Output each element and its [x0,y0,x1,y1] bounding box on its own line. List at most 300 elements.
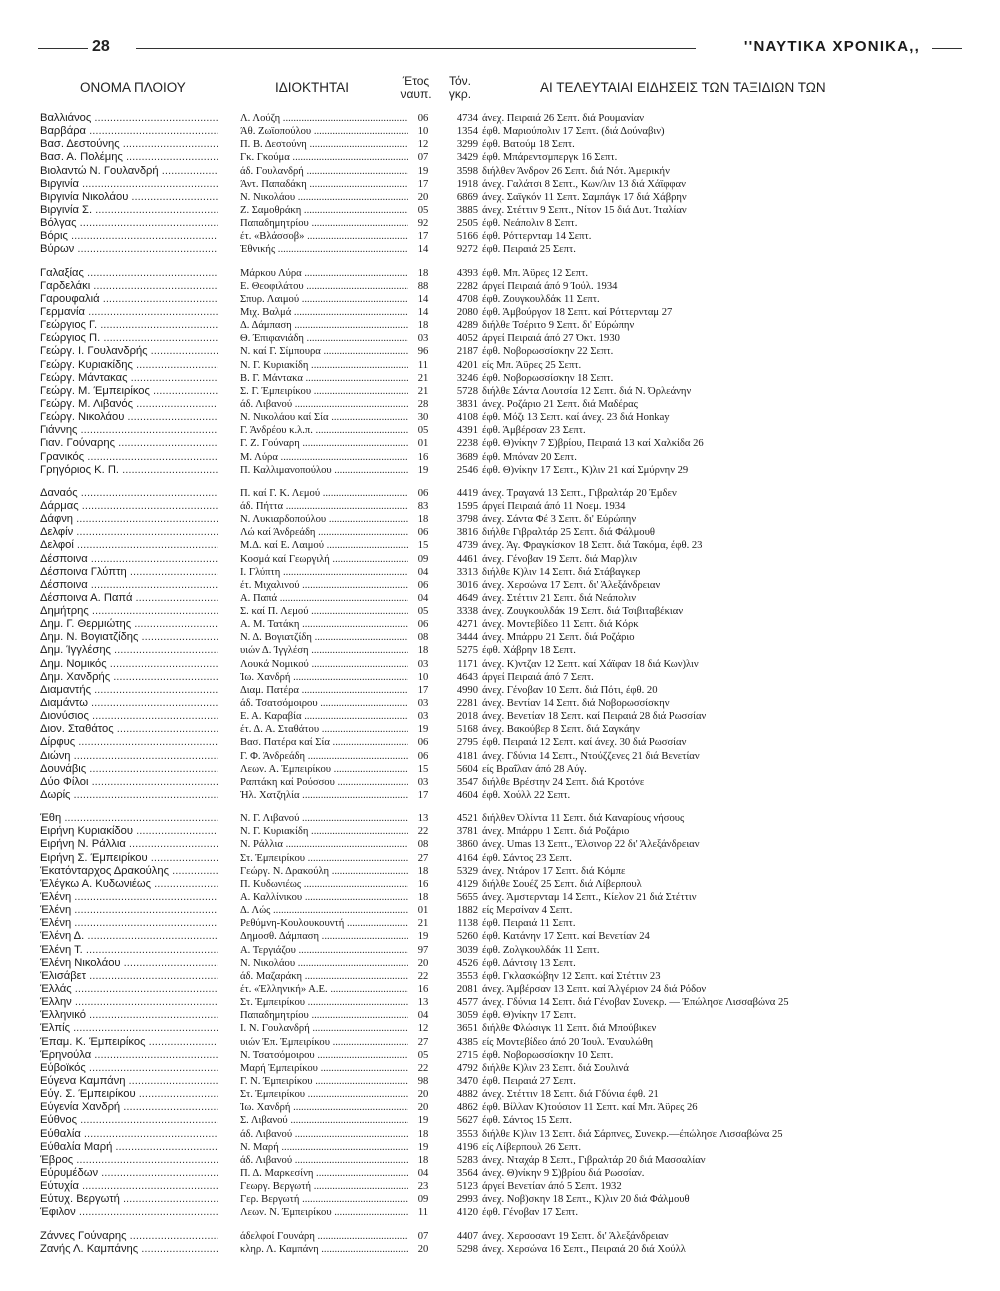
gross-tons: 6869 [456,191,478,203]
ship-name: Έλλην ..... [40,996,218,1009]
column-header-news: ΑΙ ΤΕΛΕΥΤΑΙΑΙ ΕΙΔΗΣΕΙΣ ΤΩΝ ΤΑΞΙΔΙΩΝ ΤΩΝ [540,80,826,95]
ship-name: Δέσποινα Α. Παπά ..... [40,592,218,605]
table-row [40,1075,980,1088]
ship-name: Γεώργ. Νικολάου ..... [40,411,218,424]
build-year: 06 [417,737,429,749]
ship-name: Δέσποινα Γλύπτη ..... [40,566,218,579]
table-row [40,710,980,723]
table-row [40,671,980,684]
gross-tons: 9272 [456,244,478,256]
ship-owner: έτ. «Βλάσσοβ» ..... [240,230,408,243]
build-year: 05 [417,1049,429,1061]
table-row [40,592,980,605]
ship-owner: Στ. Έμπειρίκου ..... [240,996,408,1009]
gross-tons: 4196 [456,1141,478,1153]
ship-name: Δημ. Νομικός ..... [40,658,218,671]
table-row [40,1128,980,1141]
table-row [40,658,980,671]
build-year: 03 [417,333,429,345]
voyage-news: διήλθε Γιβραλτάρ 25 Σεπτ. διά Φάλμουθ [482,527,655,539]
gross-tons: 5298 [456,1243,478,1255]
build-year: 92 [417,218,429,230]
gross-tons: 4407 [456,1230,478,1242]
build-year: 06 [417,579,429,591]
table-row [40,930,980,943]
ship-owner: Ραπτάκη καί Ρούσσου ..... [240,776,408,789]
ship-owner: Λ. Λούζη ..... [240,112,408,125]
journal-title: ''ΝΑΥΤΙΚΑ ΧΡΟΝΙΚΑ,, [740,38,924,55]
ship-owner: Γερ. Βεργωτή ..... [240,1193,408,1206]
table-row [40,267,980,280]
gross-tons: 3564 [456,1167,478,1179]
ship-owner: Β. Γ. Μάντακα ..... [240,372,408,385]
gross-tons: 4577 [456,997,478,1009]
table-row [40,125,980,138]
ship-owner: Ν. καί Γ. Σίμπουρα ..... [240,345,408,358]
ship-name: Γρανικός ..... [40,451,218,464]
header-rule [136,48,696,49]
build-year: 06 [417,487,429,499]
table-row [40,566,980,579]
gross-tons: 2081 [456,984,478,995]
ship-name: Βύρων ..... [40,243,218,256]
ship-table [40,112,980,1266]
table-row [40,1114,980,1127]
gross-tons: 4271 [456,619,478,631]
ship-owner: Σ. καί Π. Λεμού ..... [240,605,408,618]
gross-tons: 4120 [456,1207,478,1219]
build-year: 12 [417,1023,429,1035]
table-row [40,736,980,749]
voyage-news: έφθ. Θ)νίκην 17 Σεπτ. [482,1010,577,1022]
voyage-news: διήλθε Φλώσιγκ 11 Σεπτ. διά Μπούβικεν [482,1023,657,1035]
table-row [40,1062,980,1075]
ship-name: Εύγ. Σ. Έμπειρίκου ..... [40,1088,218,1101]
voyage-news: άνεχ. Άμβέρσαν 13 Σεπτ. καί Άλγέριον 24 διά Ρόδον [482,984,707,995]
ship-name: Ζανής Λ. Καμπάνης ..... [40,1243,218,1256]
ship-name: Γεώργ. Μ. Λιβανός ..... [40,398,218,411]
ship-name: Έφιλον ..... [40,1206,218,1219]
voyage-news: έφθ. Κατάνην 17 Σεπτ. καί Βενετίαν 24 [482,931,650,943]
ship-owner: Γεώργ. Ν. Δρακούλη ..... [240,865,408,878]
ship-owner: Δ. Λώς ..... [240,904,408,917]
voyage-news: άνεχ. Ροζάριο 21 Σεπτ. διά Μαδέρας [482,398,638,410]
ship-owner: Γκ. Γκούμα ..... [240,151,408,164]
build-year: 11 [417,1207,429,1219]
ship-owner: Α. Μ. Τατάκη ..... [240,618,408,631]
tons-sublabel: γκρ. [448,87,472,101]
build-year: 19 [417,724,429,736]
voyage-news: έφθ. Νοβορωσσίσκην 10 Σεπτ. [482,1049,614,1061]
ship-name: Έλέγκω Α. Κυδωνιέως ..... [40,878,218,891]
ship-name: Δέσποινα ..... [40,553,218,566]
build-year: 18 [417,1128,429,1140]
ship-name: Δημ. Χανδρής ..... [40,671,218,684]
ship-name: Έκατόνταρχος Δρακούλης ..... [40,865,218,878]
build-year: 21 [417,372,429,384]
table-row [40,631,980,644]
gross-tons: 5604 [456,763,478,775]
voyage-news: έφθ. Χάβρην 18 Σεπτ. [482,645,576,657]
build-year: 27 [417,852,429,864]
gross-tons: 3059 [456,1010,478,1022]
build-year: 04 [417,1010,429,1022]
table-row [40,852,980,865]
build-year: 04 [417,566,429,578]
table-row [40,539,980,552]
table-row [40,178,980,191]
ship-owner: υιών Έπ. Έμπειρίκου ..... [240,1036,408,1049]
gross-tons: 5166 [456,231,478,243]
ship-name: Εύτυχ. Βεργωτή ..... [40,1193,218,1206]
gross-tons: 5260 [456,931,478,943]
column-header-name: ΟΝΟΜΑ ΠΛΟΙΟΥ [80,80,186,95]
build-year: 20 [417,957,429,969]
ship-owner: Ν. Δ. Βογιατζίδη ..... [240,631,408,644]
ship-owner: Ε. Α. Καραβία ..... [240,710,408,723]
ship-owner: έτ. Μιχαλινού ..... [240,579,408,592]
gross-tons: 1138 [457,918,478,930]
ship-name: Γεώργιος Π. ..... [40,332,218,345]
ship-owner: Ίω. Χανδρή ..... [240,671,408,684]
build-year: 11 [417,359,429,371]
table-row [40,243,980,256]
gross-tons: 4604 [456,790,478,802]
voyage-news: έφθ. Πειραιά 11 Σεπτ. [482,918,576,930]
table-row [40,1022,980,1035]
table-row [40,618,980,631]
voyage-news: έφθ. Μαριούπολιν 17 Σεπτ. (διά Δούναβιν) [482,126,665,138]
voyage-news: άνεχ. Τραγανά 13 Σεπτ., Γιβραλτάρ 20 Έμδεν [482,487,677,499]
build-year: 06 [417,750,429,762]
build-year: 01 [417,905,429,917]
voyage-news: άργεί Πειραιά άπό 27 Όκτ. 1930 [482,333,620,345]
ship-owner: άδ. Γουλανδρή ..... [240,165,408,178]
gross-tons: 4461 [456,553,478,565]
build-year: 19 [417,1115,429,1127]
ship-name: Έλληνικό ..... [40,1009,218,1022]
gross-tons: 3860 [456,839,478,851]
gross-tons: 5283 [456,1154,478,1166]
gross-tons: 4201 [456,359,478,371]
build-year: 05 [417,204,429,216]
gross-tons: 3016 [456,579,478,591]
voyage-news: είς Μπ. Άϋρες 25 Σεπτ. [482,359,582,371]
voyage-news: έφθ. Νοβορωσσίσκην 18 Σεπτ. [482,372,614,384]
build-year: 15 [417,540,429,552]
build-year: 97 [417,944,429,956]
table-row [40,1243,980,1256]
ship-name: Διαμαντής ..... [40,684,218,697]
table-row [40,957,980,970]
table-row [40,385,980,398]
ship-owner: Ν. Γ. Λιβανού ..... [240,812,408,825]
build-year: 04 [417,1167,429,1179]
ship-name: Δελφίν ..... [40,526,218,539]
ship-name: Γαλαξίας ..... [40,267,218,280]
ship-owner: Παπαδημητρίου ..... [240,217,408,230]
ship-owner: Α. Παπά ..... [240,592,408,605]
voyage-news: έφθ. Ζουγκουλδάκ 11 Σεπτ. [482,293,600,305]
voyage-news: έφθ. Θ)νίκην 7 Σ)βρίου, Πειραιά 13 καί Χαλκίδα 26 [482,438,704,450]
gross-tons: 5329 [456,865,478,877]
ship-name: Έπαμ. Κ. Έμπειρίκος ..... [40,1036,218,1049]
table-row [40,332,980,345]
ship-owner: Μιχ. Βαλμά ..... [240,306,408,319]
voyage-news: έφθ. Γκλασκώβην 12 Σεπτ. καί Στέττιν 23 [482,970,661,982]
ship-owner: Παπαδημητρίου ..... [240,1009,408,1022]
gross-tons: 4734 [456,113,478,124]
voyage-news: άνεχ. Χερσώνα 16 Σεπτ., Πειραιά 20 διά Χούλλ [482,1243,686,1255]
ship-name: Δουνάβις ..... [40,763,218,776]
voyage-news: άνεχ. Βενετίαν 18 Σεπτ. καί Πειραιά 28 διά Ρωσσίαν [482,711,707,723]
ship-owner: Ίω. Χανδρή ..... [240,1101,408,1114]
build-year: 20 [417,1102,429,1114]
ship-name: Έλλάς ..... [40,983,218,996]
build-year: 20 [417,1089,429,1101]
ship-owner: Ν. Μαρή ..... [240,1141,408,1154]
ship-name: Βιργινία Σ. ..... [40,204,218,217]
voyage-news: διήλθε Τσέριτο 9 Σεπτ. δι' Εύρώπην [482,320,635,332]
build-year: 18 [417,645,429,657]
voyage-news: διήλθε Κ)λιν 13 Σεπτ. διά Σάρπνες, Συνεκρ.—έπώλησε Λισσαβώνα 25 [482,1128,783,1140]
table-row [40,1141,980,1154]
ship-owner: Ν. Ράλλια ..... [240,838,408,851]
ship-name: Ζάννες Γούναρης ..... [40,1230,218,1243]
ship-name: Εύβοϊκός ..... [40,1062,218,1075]
build-year: 03 [417,698,429,710]
voyage-news: άνεχ. Σαϊγκόν 11 Σεπτ. Σαμπάγκ 17 διά Χάβρην [482,191,687,203]
gross-tons: 3429 [456,152,478,164]
voyage-news: διήλθε Σάντα Λουτσία 12 Σεπτ. διά Ν. Όρλεάνην [482,385,692,397]
gross-tons: 4882 [456,1089,478,1101]
ship-owner: άδ. Μαζαράκη ..... [240,970,408,983]
build-year: 08 [417,839,429,851]
ship-owner: Στ. Έμπειρίκου ..... [240,852,408,865]
table-row [40,372,980,385]
voyage-news: άνεχ. Γένοβαν 19 Σεπτ. διά Μαρ)λιν [482,553,638,565]
table-row [40,944,980,957]
build-year: 28 [417,398,429,410]
ship-owner: Μαρή Έμπειρίκου ..... [240,1062,408,1075]
ship-owner: Κοσμά καί Γεωργιλή ..... [240,553,408,566]
gross-tons: 5627 [456,1115,478,1127]
gross-tons: 3816 [456,527,478,539]
voyage-news: είς Μερσίναν 4 Σεπτ. [482,905,573,917]
build-year: 20 [417,1243,429,1255]
voyage-news: άργεί Πειραιά άπό 7 Σεπτ. [482,671,594,683]
ship-name: Έβρος ..... [40,1154,218,1167]
ship-owner: άδελφοί Γουνάρη ..... [240,1230,408,1243]
build-year: 22 [417,826,429,838]
ship-owner: Ν. Τσατσόμοιρου ..... [240,1049,408,1062]
gross-tons: 4990 [456,684,478,696]
build-year: 03 [417,776,429,788]
ship-owner: Π. Β. Δεστούνη ..... [240,138,408,151]
ship-name: Δημ. Ν. Βογιατζίδης ..... [40,631,218,644]
voyage-news: άνεχ. Στέττιν 21 Σεπτ. διά Νεάπολιν [482,592,637,604]
table-row [40,487,980,500]
build-year: 15 [417,763,429,775]
table-row [40,1009,980,1022]
ship-owner: Λεων. Ν. Έμπειρίκου ..... [240,1206,408,1219]
gross-tons: 4792 [456,1062,478,1074]
ship-name: Δημ. Ίγγλέσης ..... [40,644,218,657]
ship-name: Ειρήνη Ν. Ράλλια ..... [40,838,218,851]
voyage-news: έφθ. Άμβούργον 18 Σεπτ. καί Ρόττερνταμ 27 [482,306,673,318]
voyage-news: έφθ. Ζολγκουλδάκ 11 Σεπτ. [482,944,600,956]
ship-owner: Θ. Έπιφανιάδη ..... [240,332,408,345]
table-row [40,1206,980,1219]
voyage-news: άνεχ. Νοβ)σκην 18 Σεπτ., Κ)λιν 20 διά Φάλμουθ [482,1194,690,1206]
voyage-news: έφθ. Άμβέρσαν 23 Σεπτ. [482,425,586,437]
gross-tons: 1595 [456,500,478,512]
table-row [40,878,980,891]
table-row [40,138,980,151]
ship-name: Έρηνούλα ..... [40,1049,218,1062]
gross-tons: 1918 [456,178,478,190]
build-year: 03 [417,711,429,723]
gross-tons: 3299 [456,139,478,151]
build-year: 14 [417,293,429,305]
page-number: 28 [88,38,114,56]
gross-tons: 3547 [456,776,478,788]
letter-group [40,487,980,802]
voyage-news: άνεχ. Στέττιν 9 Σεπτ., Νίτον 15 διά Δυτ. Ίταλίαν [482,204,687,216]
build-year: 22 [417,1062,429,1074]
voyage-news: άργεί Βενετίαν άπό 5 Σεπτ. 1932 [482,1181,622,1193]
build-year: 21 [417,385,429,397]
gross-tons: 4419 [456,487,478,499]
table-row [40,359,980,372]
voyage-news: έφθ. Μπόναν 20 Σεπτ. [482,451,577,463]
voyage-news: άνεχ. Γδύνια 14 Σεπτ., Ντούζζενες 21 διά Βενετίαν [482,750,700,762]
build-year: 07 [417,1230,429,1242]
ship-owner: Ν. Νικολάου ..... [240,191,408,204]
build-year: 19 [417,165,429,177]
table-row [40,526,980,539]
ship-owner: Γ. Ζ. Γούναρη ..... [240,437,408,450]
build-year: 01 [417,438,429,450]
header-rule [932,48,962,49]
table-row [40,553,980,566]
column-header-year [396,75,436,101]
ship-name: Γαρουφαλιά ..... [40,293,218,306]
voyage-news: άνεχ. Νταχάρ 8 Σεπτ., Γιβραλτάρ 20 διά Μασσαλίαν [482,1154,706,1166]
ship-name: Γερμανία ..... [40,306,218,319]
voyage-news: έφθ. Μόζι 13 Σεπτ. καί άνεχ. 23 διά Honkay [482,412,670,424]
column-header-owners: ΙΔΙΟΚΤΗΤΑΙ [275,80,350,95]
gross-tons: 5728 [456,385,478,397]
gross-tons: 2505 [456,218,478,230]
ship-owner: Γ. Ν. Έμπειρίκου ..... [240,1075,408,1088]
ship-owner: Δ. Δάμπαση ..... [240,319,408,332]
voyage-news: άνεχ. Βακούβερ 8 Σεπτ. διά Σαγκάην [482,724,640,736]
gross-tons: 2080 [456,306,478,318]
ship-owner: έτ. «Έλληνική» Α.Ε. ..... [240,983,408,996]
table-row [40,306,980,319]
ship-name: Βιργινία Νικολάου ..... [40,191,218,204]
ship-owner: Ν. Λυκιαρδοπούλου ..... [240,513,408,526]
table-row [40,464,980,477]
table-row [40,500,980,513]
ship-name: Βαρβάρα ..... [40,125,218,138]
ship-name: Έθη ..... [40,812,218,825]
ship-name: Έλένη ..... [40,904,218,917]
build-year: 13 [417,997,429,1009]
voyage-news: έφθ. Βατούμ 18 Σεπτ. [482,139,575,151]
table-row [40,917,980,930]
voyage-news: άργεί Πειραιά άπό 9 Ίούλ. 1934 [482,280,618,292]
gross-tons: 3246 [456,372,478,384]
build-year: 16 [417,878,429,890]
ship-name: Έλισάβετ ..... [40,970,218,983]
build-year: 14 [417,244,429,256]
table-row [40,812,980,825]
build-year: 98 [417,1075,429,1087]
ship-owner: υιών Δ. Ίγγλέση ..... [240,644,408,657]
build-year: 05 [417,425,429,437]
table-row [40,750,980,763]
voyage-news: άνεχ. Γαλάτσι 8 Σεπτ., Κων/λιν 13 διά Χάϊφφαν [482,178,686,190]
table-row [40,1193,980,1206]
voyage-news: έφθ. Ρόττερνταμ 14 Σεπτ. [482,231,592,243]
voyage-news: άνεχ. Άγ. Φραγκίσκον 18 Σεπτ. διά Τακόμα, έφθ. 23 [482,540,703,552]
ship-name: Διον. Σταθάτος ..... [40,723,218,736]
gross-tons: 2187 [456,346,478,358]
ship-name: Εύγενα Καμπάνη ..... [40,1075,218,1088]
table-row [40,191,980,204]
table-row [40,825,980,838]
gross-tons: 3689 [456,451,478,463]
ship-name: Έλένη Νικολάου ..... [40,957,218,970]
table-row [40,513,980,526]
build-year: 19 [417,931,429,943]
gross-tons: 3598 [456,165,478,177]
gross-tons: 3553 [456,970,478,982]
build-year: 18 [417,892,429,904]
voyage-news: άνεχ. Πειραιά 26 Σεπτ. διά Ρουμανίαν [482,113,645,124]
gross-tons: 2715 [456,1049,478,1061]
gross-tons: 3651 [456,1023,478,1035]
build-year: 04 [417,592,429,604]
ship-name: Βιργινία ..... [40,178,218,191]
ship-owner: Λουκά Νομικού ..... [240,658,408,671]
gross-tons: 4181 [456,750,478,762]
build-year: 18 [417,865,429,877]
ship-owner: Γεωργ. Βεργωτή ..... [240,1180,408,1193]
gross-tons: 2546 [456,464,478,476]
ship-owner: Έθνικής ..... [240,243,408,256]
ship-name: Εύτυχία ..... [40,1180,218,1193]
voyage-news: άνεχ. Umas 13 Σεπτ., Έλσινορ 22 δι' Άλεξάνδρειαν [482,839,700,851]
ship-name: Δάφνη ..... [40,513,218,526]
build-year: 10 [417,126,429,138]
table-row [40,230,980,243]
voyage-news: άνεχ. Χερσοσαντ 19 Σεπτ. δι' Άλεξάνδρειαν [482,1230,669,1242]
gross-tons: 2281 [456,698,478,710]
ship-name: Διονύσιος ..... [40,710,218,723]
build-year: 07 [417,152,429,164]
gross-tons: 4052 [456,333,478,345]
table-row [40,165,980,178]
gross-tons: 4708 [456,293,478,305]
voyage-news: διήλθε Σουέζ 25 Σεπτ. διά Λίβερπουλ [482,878,642,890]
ship-name: Γεώργ. Μάντακας ..... [40,372,218,385]
voyage-news: έφθ. Σάντος 15 Σεπτ. [482,1115,572,1127]
gross-tons: 3470 [456,1075,478,1087]
letter-group [40,267,980,477]
